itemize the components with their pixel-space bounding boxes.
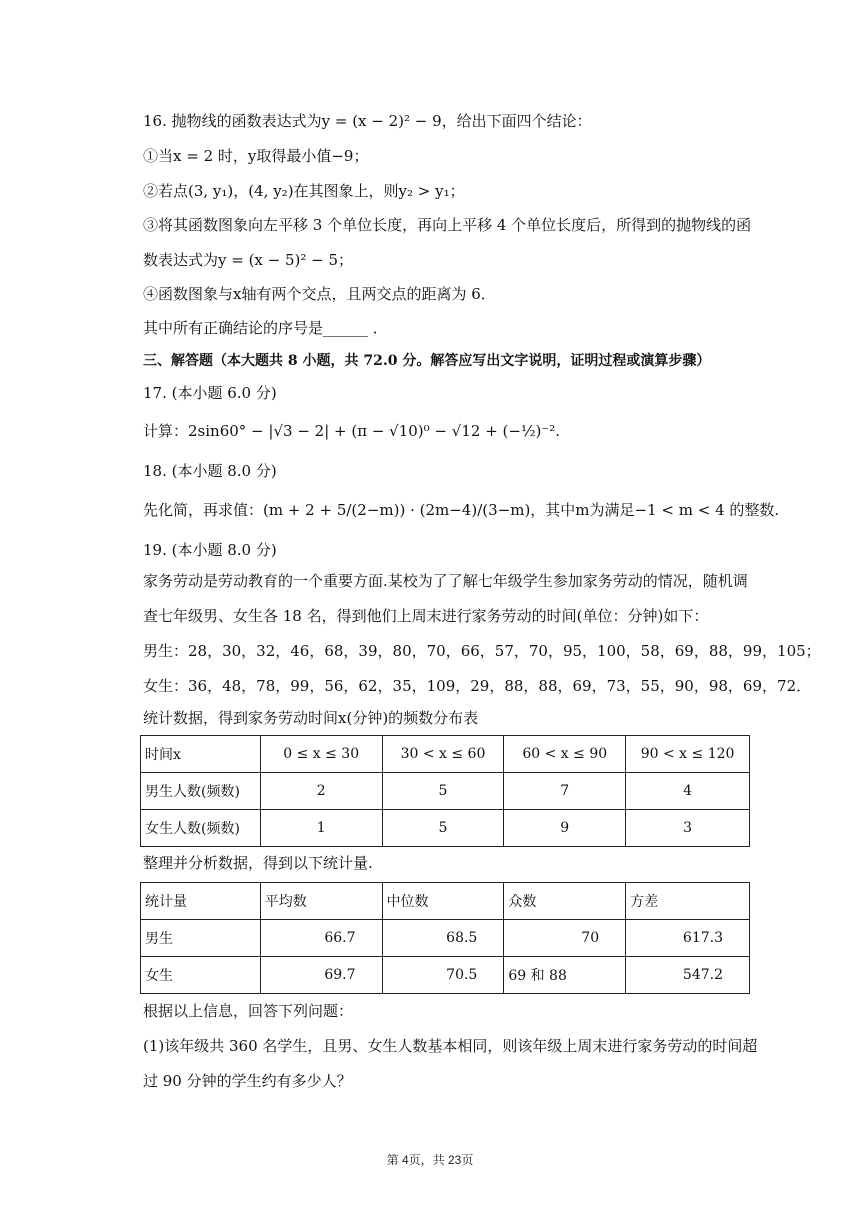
q18-header: 18. (本小题 8.0 分) [143, 462, 277, 480]
table-row [141, 773, 750, 810]
table-cell: 中位数 [382, 883, 504, 920]
table-row [141, 736, 750, 773]
table-cell: 5 [382, 810, 504, 847]
q19-header: 19. (本小题 8.0 分) [143, 541, 277, 559]
table-row [141, 883, 750, 920]
table-cell: 男生人数(频数) [141, 773, 261, 810]
table-cell: 0 ≤ x ≤ 30 [260, 736, 382, 773]
table-cell: 众数 [504, 883, 626, 920]
statistics-table [140, 882, 750, 994]
q16-conclusion-3b: 数表达式为y = (x − 5)² − 5； [143, 251, 354, 269]
q16-conclusion-1: ①当x = 2 时，y取得最小值−9； [143, 147, 369, 165]
q16-conclusion-2: ②若点(3, y₁)，(4, y₂)在其图象上，则y₂ > y₁； [143, 182, 465, 200]
table-cell: 7 [504, 773, 626, 810]
table-cell: 66.7 [260, 920, 382, 957]
table-cell: 547.2 [626, 957, 750, 994]
q18-body: 先化简，再求值：(m + 2 + 5/(2−m)) · (2m−4)/(3−m)，其中m为满足−1 < m < 4 的整数. [143, 501, 780, 519]
q16-conclusion-3a: ③将其函数图象向左平移 3 个单位长度，再向上平移 4 个单位长度后，所得到的抛物线的函 [143, 216, 752, 234]
table-cell: 女生人数(频数) [141, 810, 261, 847]
table-cell: 69.7 [260, 957, 382, 994]
page-footer: 第 4页，共 23页 [386, 1153, 474, 1167]
q19-paragraph-2: 查七年级男、女生各 18 名，得到他们上周末进行家务劳动的时间(单位：分钟)如下： [143, 607, 709, 625]
table-cell: 4 [626, 773, 750, 810]
q19-girls-data: 女生：36，48，78，99，56，62，35，109，29，88，88，69，73，55，90，98，69，72． [143, 677, 812, 695]
q16-stem: 16. 抛物线的函数表达式为y = (x − 2)² − 9，给出下面四个结论： [143, 112, 592, 130]
table-cell: 30 < x ≤ 60 [382, 736, 504, 773]
q19-sub1-line1: (1)该年级共 360 名学生，且男、女生人数基本相同，则该年级上周末进行家务劳动的时间超 [143, 1037, 758, 1055]
table-cell: 时间x [141, 736, 261, 773]
table-cell: 3 [626, 810, 750, 847]
q19-paragraph-1: 家务劳动是劳动教育的一个重要方面.某校为了了解七年级学生参加家务劳动的情况，随机调 [143, 572, 748, 590]
table-cell: 方差 [626, 883, 750, 920]
table-row [141, 810, 750, 847]
table-cell: 60 < x ≤ 90 [504, 736, 626, 773]
q17-body: 计算：2sin60° − |√3 − 2| + (π − √10)⁰ − √12 + (−½)⁻². [143, 422, 561, 440]
table-cell: 男生 [141, 920, 261, 957]
q17-header: 17. (本小题 6.0 分) [143, 384, 277, 402]
q16-question: 其中所有正确结论的序号是______ ． [143, 319, 388, 337]
section-3-heading: 三、解答题（本大题共 8 小题，共 72.0 分。解答应写出文字说明，证明过程或演算步骤） [143, 353, 711, 369]
q19-boys-data: 男生：28，30，32，46，68，39，80，70，66，57，70，95，100，58，69，88，99，105； [143, 642, 821, 660]
q16-conclusion-4: ④函数图象与x轴有两个交点，且两交点的距离为 6． [143, 285, 496, 303]
table-cell: 70.5 [382, 957, 504, 994]
frequency-table [140, 735, 750, 847]
table-cell: 9 [504, 810, 626, 847]
q19-sub1-line2: 过 90 分钟的学生约有多少人？ [143, 1072, 352, 1090]
table-cell: 5 [382, 773, 504, 810]
table-cell: 女生 [141, 957, 261, 994]
table-row [141, 920, 750, 957]
table-cell: 70 [504, 920, 626, 957]
table-cell: 617.3 [626, 920, 750, 957]
table-cell: 68.5 [382, 920, 504, 957]
table2-caption: 整理并分析数据，得到以下统计量. [143, 854, 373, 872]
table-cell: 69 和 88 [504, 957, 626, 994]
table-cell: 90 < x ≤ 120 [626, 736, 750, 773]
table-cell: 2 [260, 773, 382, 810]
q19-prompt: 根据以上信息，回答下列问题： [143, 1002, 354, 1020]
table-row [141, 957, 750, 994]
table-cell: 平均数 [260, 883, 382, 920]
table1-caption: 统计数据，得到家务劳动时间x(分钟)的频数分布表 [143, 709, 479, 727]
table-cell: 统计量 [141, 883, 261, 920]
table-cell: 1 [260, 810, 382, 847]
